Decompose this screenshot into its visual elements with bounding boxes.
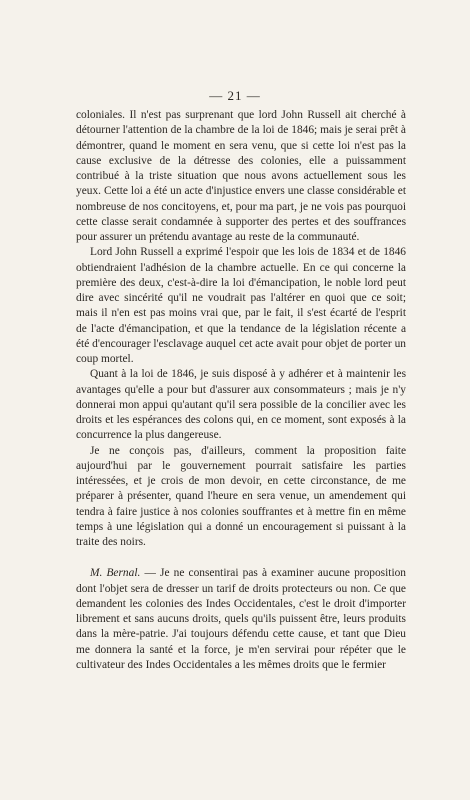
page-number: — 21 — (209, 88, 261, 103)
paragraph: coloniales. Il n'est pas surprenant que lord John Russell ait cherché à détourner l'attention de la chambre de la loi de 1846; mais je serai prêt à démontrer, quand le moment en sera venu, que si cette loi n'est pas la cause exclusive de la détresse des colonies, elle a puissamment contribué à la triste situation que nous avons actuellement sous les yeux. Cette loi a été un acte d'injustice envers une classe considérable et nombreuse de nos concitoyens, et, pour ma part, je ne vois pas pourquoi cette classe serait condamnée à supporter des pertes et des souffrances pour assurer un prétendu avantage au reste de la communauté. (76, 109, 406, 243)
speech-paragraph (76, 566, 406, 673)
body-text (76, 108, 406, 673)
speaker-name: M. Bernal. (90, 567, 141, 580)
paragraph: Quant à la loi de 1846, je suis disposé à y adhérer et à maintenir les avantages qu'elle a pour but d'assurer aux consommateurs ; mais je n'y donnerai mon appui qu'autant qu'il sera possible de la concilier avec les droits et les espérances des colons qui, en ce moment, sont exposés à la concurrence la plus dangereuse. (76, 368, 406, 442)
paragraph: Je ne conçois pas, d'ailleurs, comment la proposition faite aujourd'hui par le gouvernement pourrait satisfaire les parties intéressées, et je crois de mon devoir, en cette circonstance, de me préparer à présenter, quand l'heure en sera venue, un amendement qui tendra à faire justice à nos colonies souffrantes et à mettre fin en même temps à une législation qui a donné un encouragement si puissant à la traite des noirs. (76, 444, 406, 548)
paragraph-separator (76, 550, 406, 566)
paragraph: Lord John Russell a exprimé l'espoir que les lois de 1834 et de 1846 obtiendraient l'adhésion de la chambre actuelle. En ce qui concerne la première des deux, c'est-à-dire la loi d'émancipation, le noble lord peut dire avec sincérité qu'il ne voudrait pas l'altérer en quoi que ce soit; mais il n'en est pas moins vrai que, par le fait, il s'est écarté de l'esprit de l'acte d'émancipation, et que la tendance de la législation récente a été d'encourager l'esclavage auquel cet acte avait pour objet de porter un coup mortel. (76, 246, 406, 365)
speech-text: — Je ne consentirai pas à examiner aucune proposition dont l'objet sera de dresser un tarif de droits protecteurs ou non. Ce que demandent les colonies des Indes Occidentales, c'est le droit d'importer librement et sans aucuns droits, quels qu'ils puissent être, leurs produits dans la mère-patrie. J'ai toujours défendu cette cause, et tant que Dieu me donnera la santé et la force, je m'en servirai pour répéter que le cultivateur des Indes Occidentales a les mêmes droits que le fermier (76, 567, 406, 671)
